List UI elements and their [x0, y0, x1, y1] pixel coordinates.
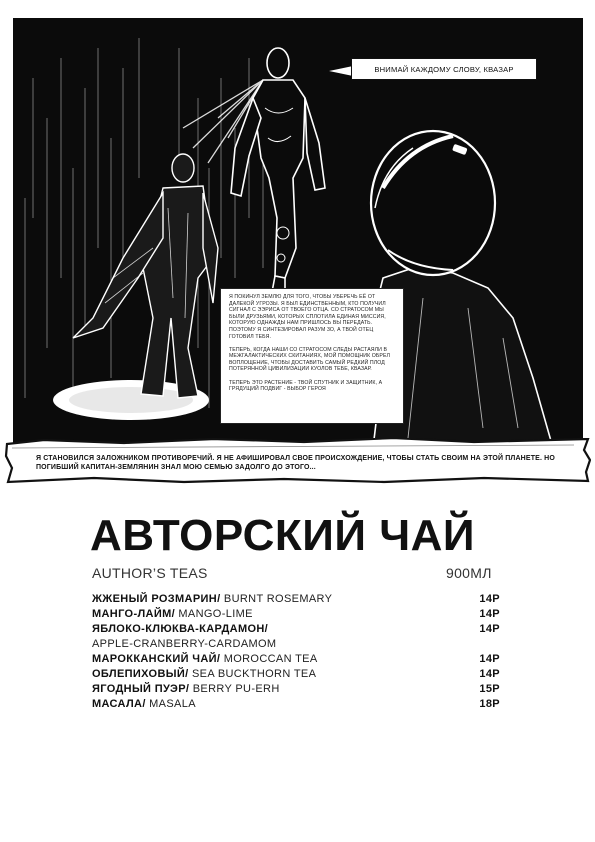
item-name-en: MOROCCAN TEA — [220, 653, 318, 665]
menu-item — [92, 697, 500, 712]
menu-item — [92, 607, 500, 622]
item-price: 15Р — [479, 683, 500, 695]
comic-panel — [13, 18, 583, 448]
item-name-en: MASALA — [145, 698, 196, 710]
item-price: 14Р — [479, 668, 500, 680]
item-name-ru: МАСАЛА/ — [92, 698, 146, 710]
menu-item — [92, 592, 500, 607]
item-name-en: SEA BUCKTHORN TEA — [188, 668, 317, 680]
menu-title: АВТОРСКИЙ ЧАЙ — [90, 511, 476, 560]
menu-subtitle: AUTHOR’S TEAS — [92, 565, 208, 581]
story-paragraph: ТЕПЕРЬ ЭТО РАСТЕНИЕ - ТВОЙ СПУТНИК И ЗАЩИТНИК, А ГРЯДУЩИЙ ПОДВИГ - ВЫБОР ГЕРОЯ — [229, 379, 383, 393]
item-name-ru: МАРОККАНСКИЙ ЧАЙ/ — [92, 653, 221, 665]
menu-items-list — [92, 592, 500, 712]
menu-volume: 900МЛ — [446, 565, 492, 581]
item-price: 14Р — [479, 653, 500, 665]
item-price: 14Р — [479, 593, 500, 605]
item-price: 18Р — [479, 698, 500, 710]
speech-bubble: ВНИМАЙ КАЖДОМУ СЛОВУ, КВАЗАР — [351, 58, 537, 80]
item-name-ru: МАНГО-ЛАЙМ/ — [92, 608, 175, 620]
item-price: 14Р — [479, 623, 500, 635]
story-paragraph: Я ПОКИНУЛ ЗЕМЛЮ ДЛЯ ТОГО, ЧТОБЫ УБЕРЕЧЬ ЕЁ ОТ ДАЛЕКОЙ УГРОЗЫ. Я БЫЛ ЕДИНСТВЕННЫМ, КТО ПОЛУЧИЛ СИГНАЛ С ЭЭРИСА ОТ ТВОЕГО ОТЦА. СО СТРАТОСОМ МЫ БЫЛИ ДРУЗЬЯМИ, КОТОРЫХ СПЛОТИЛА ЕДИНАЯ МИССИЯ, КОТОРУЮ ОДНАЖДЫ НАМ ПРИШЛОСЬ ВЫ ПЕРЕДАТЬ. ПОЭТОМУ Я СИНТЕЗИРОВАЛ РАЗУМ 3О, А ТВОЙ ОТЕЦ ГОТОВИЛ ТЕБЯ. — [229, 294, 386, 340]
item-name-ru: ЯГОДНЫЙ ПУЭР/ — [92, 683, 190, 695]
caption-text: Я СТАНОВИЛСЯ ЗАЛОЖНИКОМ ПРОТИВОРЕЧИЙ. Я НЕ АФИШИРОВАЛ СВОЕ ПРОИСХОЖДЕНИЕ, ЧТОБЫ СТАТЬ СВОИМ НА ЭТОЙ ПЛАНЕТЕ. НО ПОГИБШИЙ КАПИТАН-ЗЕМЛЯНИН ЗНАЛ МОЮ СЕМЬЮ ЗАДОЛГО ДО ЭТОГО... — [36, 455, 555, 471]
item-name-ru: ЖЖЕНЫЙ РОЗМАРИН/ — [92, 593, 221, 605]
item-name-ru: ЯБЛОКО-КЛЮКВА-КАРДАМОН/ — [92, 623, 269, 635]
story-paragraph: ТЕПЕРЬ, КОГДА НАШИ СО СТРАТОСОМ СЛЕДЫ РАСТАЯЛИ В МЕЖГАЛАКТИЧЕСКИХ СКИТАНИЯХ, МОЙ ПОМОЩНИК ОБРЕЛ ВОПЛОЩЕНИЕ, ЧТОБЫ ДОСТАВИТЬ САМЫЙ РЕДКИЙ ПЛОД ПОТЕРЯННОЙ ЦИВИЛИЗАЦИИ КУОЛОВ ТЕБЕ, КВАЗАР. — [229, 346, 391, 373]
menu-item — [92, 622, 500, 652]
menu-item — [92, 667, 500, 682]
menu-item — [92, 652, 500, 667]
item-name-en: MANGO-LIME — [175, 608, 253, 620]
item-name-en: BURNT ROSEMARY — [220, 593, 333, 605]
speech-bubble-tail — [329, 66, 353, 76]
item-price: 14Р — [479, 608, 500, 620]
item-name-ru: ОБЛЕПИХОВЫЙ/ — [92, 668, 189, 680]
menu-item — [92, 682, 500, 697]
item-name-en: BERRY PU-ERH — [189, 683, 280, 695]
story-box — [220, 288, 404, 424]
item-name-en: APPLE-CRANBERRY-CARDAMOM — [92, 638, 277, 650]
